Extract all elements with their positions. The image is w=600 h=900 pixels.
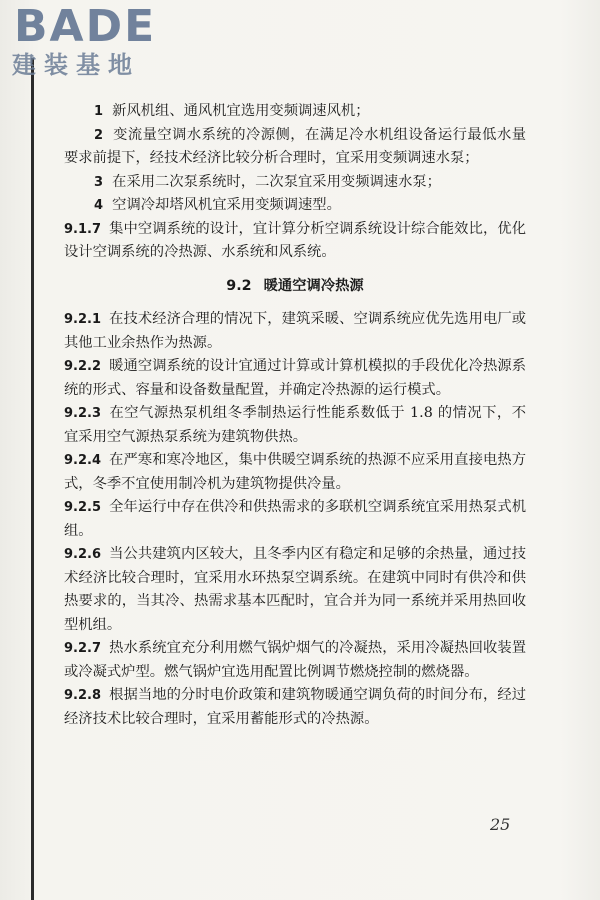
item-text: 新风机组、通风机宜选用变频调速风机； bbox=[112, 103, 370, 119]
item-text: 空调冷却塔风机宜采用变频调速型。 bbox=[112, 197, 341, 213]
clause bbox=[64, 684, 526, 731]
item-number: 4 bbox=[94, 198, 104, 213]
clause-text: 当公共建筑内区较大，且冬季内区有稳定和足够的余热量，通过技术经济比较合理时，宜采用水环热泵空调系统。在建筑中同时有供冷和供热要求的，当其冷、热需求基本匹配时，宜合并为同一系统并采用热回收型机组。 bbox=[64, 546, 526, 633]
clause bbox=[64, 218, 526, 265]
clause-text: 在严寒和寒冷地区，集中供暖空调系统的热源不应采用直接电热方式，冬季不宜使用制冷机为建筑物提供冷量。 bbox=[64, 452, 526, 492]
clause-text: 集中空调系统的设计，宜计算分析空调系统设计综合能效比，优化设计空调系统的冷热源、水系统和风系统。 bbox=[64, 220, 526, 260]
clause bbox=[64, 496, 526, 543]
clause-text: 全年运行中存在供冷和供热需求的多联机空调系统宜采用热泵式机组。 bbox=[64, 499, 526, 539]
clause-number: 9.2.7 bbox=[64, 641, 102, 656]
section-title: 暖通空调冷热源 bbox=[263, 277, 364, 294]
clause-number: 9.2.6 bbox=[64, 547, 102, 562]
clause-text: 在空气源热泵机组冬季制热运行性能系数低于 1.8 的情况下，不宜采用空气源热泵系统为建筑物供热。 bbox=[64, 405, 526, 445]
watermark-brand: BADE bbox=[14, 1, 157, 52]
item-number: 1 bbox=[94, 104, 104, 119]
clause bbox=[64, 355, 526, 402]
item-number: 2 bbox=[94, 127, 104, 143]
list-item bbox=[64, 171, 526, 195]
watermark-logo bbox=[8, 2, 183, 82]
clause-number: 9.2.4 bbox=[64, 453, 102, 468]
item-text: 在采用二次泵系统时，二次泵宜采用变频调速水泵； bbox=[112, 173, 441, 190]
clause-number: 9.2.2 bbox=[64, 359, 102, 374]
clause-text: 根据当地的分时电价政策和建筑物暖通空调负荷的时间分布，经过经济技术比较合理时，宜采用蓄能形式的冷热源。 bbox=[64, 687, 526, 727]
clause bbox=[64, 543, 526, 637]
binding-line bbox=[31, 58, 34, 900]
clause bbox=[64, 402, 526, 449]
watermark-subtitle: 建装基地 bbox=[12, 51, 140, 79]
list-item bbox=[64, 194, 526, 218]
list-item bbox=[64, 100, 526, 124]
clause-text: 在技术经济合理的情况下，建筑采暖、空调系统应优先选用电厂或其他工业余热作为热源。 bbox=[64, 311, 526, 351]
clause bbox=[64, 637, 526, 684]
page-number: 25 bbox=[490, 815, 511, 834]
clause-number: 9.1.7 bbox=[64, 221, 102, 237]
list-item bbox=[64, 124, 526, 171]
clause-number: 9.2.8 bbox=[64, 688, 102, 703]
section-heading bbox=[64, 275, 526, 299]
clause bbox=[64, 308, 526, 355]
clause-text: 热水系统宜充分利用燃气锅炉烟气的冷凝热，采用冷凝热回收装置或冷凝式炉型。燃气锅炉宜选用配置比例调节燃烧控制的燃烧器。 bbox=[64, 640, 526, 680]
section-number: 9.2 bbox=[226, 277, 252, 294]
clause-number: 9.2.1 bbox=[64, 312, 102, 327]
clause-number: 9.2.5 bbox=[64, 500, 102, 515]
item-text: 变流量空调水系统的冷源侧，在满足冷水机组设备运行最低水量要求前提下，经技术经济比较分析合理时，宜采用变频调速水泵； bbox=[64, 126, 527, 166]
document-body bbox=[64, 100, 526, 731]
item-number: 3 bbox=[94, 174, 104, 190]
clause-text: 暖通空调系统的设计宜通过计算或计算机模拟的手段优化冷热源系统的形式、容量和设备数量配置，并确定冷热源的运行模式。 bbox=[64, 358, 526, 398]
clause-number: 9.2.3 bbox=[64, 406, 102, 421]
clause bbox=[64, 449, 526, 496]
